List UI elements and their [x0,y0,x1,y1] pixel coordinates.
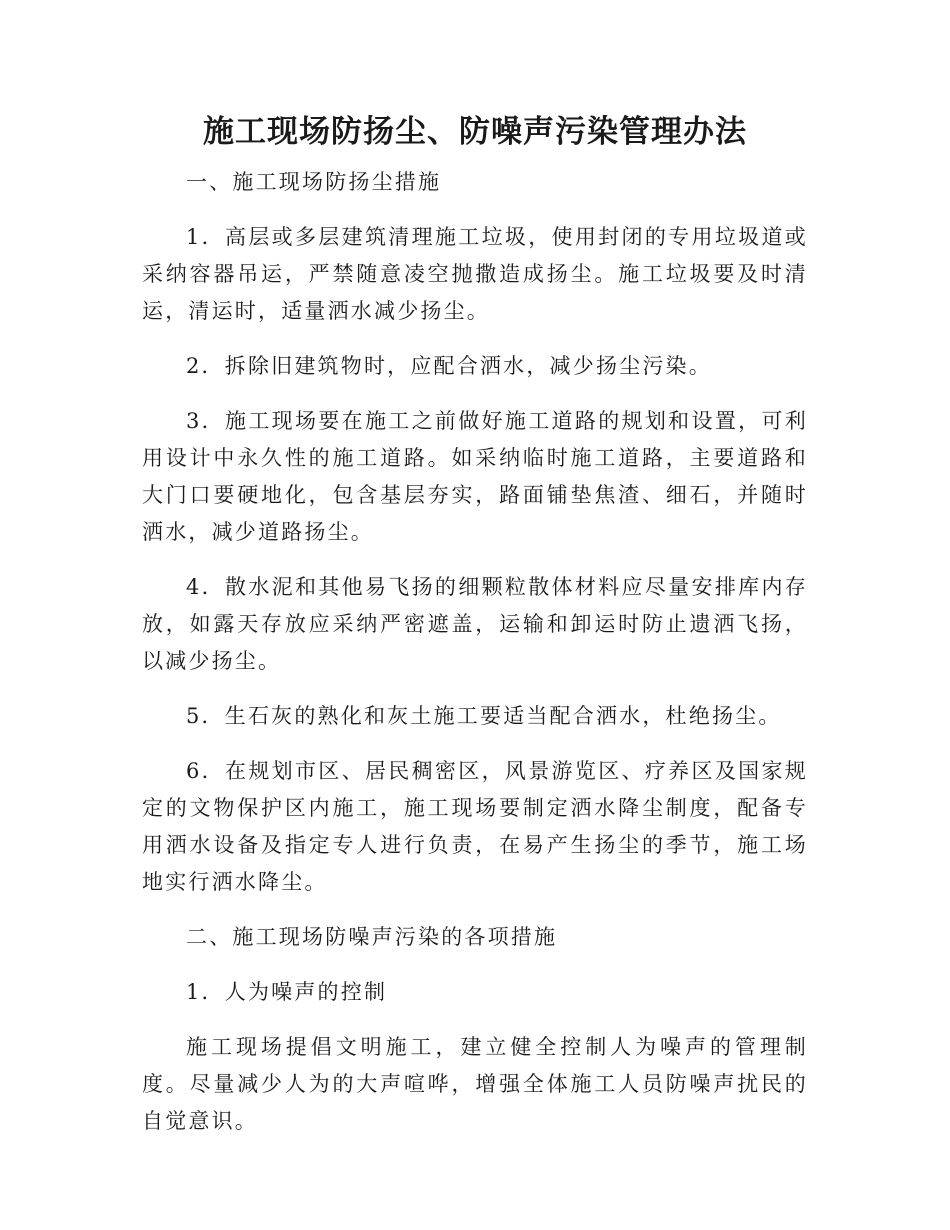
paragraph-human-noise: 施工现场提倡文明施工，建立健全控制人为噪声的管理制度。尽量减少人为的大声喧哗，增强全体施工人员防噪声扰民的自觉意识。 [142,1035,808,1133]
paragraph-dust-6: 6．在规划市区、居民稠密区，风景游览区、疗养区及国家规定的文物保护区内施工，施工现场要制定洒水降尘制度，配备专用洒水设备及指定专人进行负责，在易产生扬尘的季节，施工场地实行洒水降尘。 [142,759,808,894]
document-title: 施工现场防扬尘、防噪声污染管理办法 [203,114,747,150]
section-heading-noise: 二、施工现场防噪声污染的各项措施 [186,925,558,949]
paragraph-dust-5: 5．生石灰的熟化和灰土施工要适当配合洒水，杜绝扬尘。 [186,704,782,728]
paragraph-dust-1: 1．高层或多层建筑清理施工垃圾，使用封闭的专用垃圾道或采纳容器吊运，严禁随意凌空抛撒造成扬尘。施工垃圾要及时清运，清运时，适量洒水减少扬尘。 [142,225,808,323]
paragraph-dust-3: 3．施工现场要在施工之前做好施工道路的规划和设置，可利用设计中永久性的施工道路。如采纳临时施工道路，主要道路和大门口要硬地化，包含基层夯实，路面铺垫焦渣、细石，并随时洒水，减少道路扬尘。 [142,409,808,544]
document-body [142,164,808,1158]
subheading-human-noise: 1．人为噪声的控制 [186,980,388,1004]
paragraph-dust-2: 2．拆除旧建筑物时，应配合洒水，减少扬尘污染。 [186,354,712,378]
paragraph-dust-4: 4．散水泥和其他易飞扬的细颗粒散体材料应尽量安排库内存放，如露天存放应采纳严密遮盖，运输和卸运时防止遗洒飞扬，以减少扬尘。 [142,575,808,673]
section-heading-dust: 一、施工现场防扬尘措施 [186,170,442,194]
